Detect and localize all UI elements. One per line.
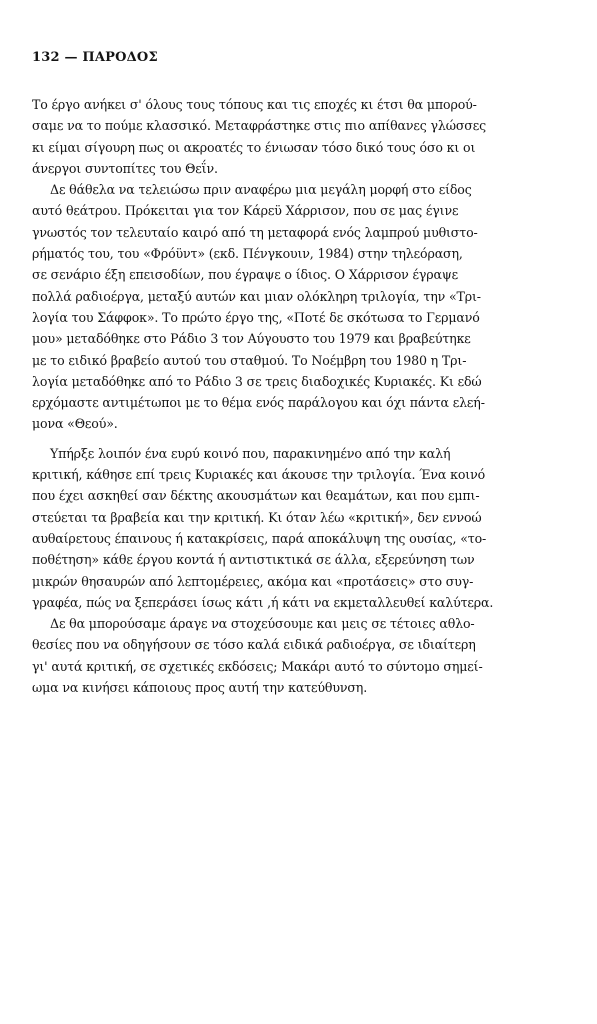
text-line: Δε θα μπορούσαμε άραγε να στοχεύσουμε και μεις σε τέτοιες αθλο- — [50, 616, 475, 632]
text-line: Το έργο ανήκει σ' όλους τους τόπους και τις εποχές κι έτσι θα μπορού- — [32, 97, 477, 112]
text-line: Υπήρξε λοιπόν ένα ευρύ κοινό που, παρακινημένο από την καλή — [50, 445, 451, 461]
text-line: λογία μεταδόθηκε από το Ράδιο 3 σε τρεις διαδοχικές Κυριακές. Κι εδώ — [32, 373, 482, 389]
text-line: Δε θάθελα να τελειώσω πριν αναφέρω μια μεγάλη μορφή στο είδος — [50, 182, 472, 198]
text-line: κριτική, κάθησε επί τρεις Κυριακές και άκουσε την τριλογία. Ένα κοινό — [32, 467, 486, 483]
text-line: θεσίες που να οδηγήσουν σε τόσο καλά ειδικά ραδιοέργα, σε ιδιαίτερη — [32, 637, 476, 653]
text-line: γι' αυτά κριτική, σε σχετικές εκδόσεις; Μακάρι αυτό το σύντομο σημεί- — [32, 658, 483, 674]
text-line: αυθαίρετους έπαινους ή κατακρίσεις, παρά αποκάλυψη της ουσίας, «το- — [32, 530, 487, 546]
text-line: ερχόμαστε αντιμέτωποι με το θέμα ενός παράλογου και όχι πάντα ελεή- — [32, 395, 485, 411]
text-line: άνεργοι συντοπίτες του Θεΐν. — [32, 160, 218, 176]
text-line: ρήματός του, του «Φρόϋντ» (εκδ. Πένγκουιν, 1984) στην τηλεόραση, — [32, 246, 463, 262]
paragraph-1 — [32, 94, 572, 179]
text-body — [32, 94, 572, 698]
text-line: λογία του Σάφφοκ». Το πρώτο έργο της, «Ποτέ δε σκότωσα το Γερμανό — [32, 309, 480, 325]
text-line: που έχει ασκηθεί σαν δέκτης ακουσμάτων και θεαμάτων, και που εμπι- — [32, 488, 480, 504]
text-line: πολλά ραδιοέργα, μεταξύ αυτών και μιαν ολόκληρη τριλογία, την «Τρι- — [32, 288, 481, 304]
text-line: αυτό θεάτρου. Πρόκειται για τον Κάρεϋ Χάρρισον, που σε μας έγινε — [32, 203, 459, 219]
text-line: γραφέα, πώς να ξεπεράσει ίσως κάτι ,ή κάτι να εκμεταλλευθεί καλύτερα. — [32, 594, 494, 610]
paragraph-3 — [32, 443, 572, 613]
text-line: μου» μεταδόθηκε στο Ράδιο 3 τον Αύγουστο του 1979 και βραβεύτηκε — [32, 331, 471, 347]
text-line: μονα «Θεού». — [32, 416, 118, 432]
paragraph-4 — [32, 613, 572, 698]
text-line: σε σενάριο έξη επεισοδίων, που έγραψε ο ίδιος. Ο Χάρρισον έγραψε — [32, 267, 458, 283]
paragraph-2 — [32, 179, 572, 435]
paragraph-gap — [32, 435, 572, 443]
text-line: κι είμαι σίγουρη πως οι ακροατές το ένιωσαν τόσο δικό τους όσο κι οι — [32, 139, 476, 155]
text-line: μικρών θησαυρών από λεπτομέρειες, ακόμα και «προτάσεις» στο συγ- — [32, 573, 474, 589]
text-line: σαμε να το πούμε κλασσικό. Μεταφράστηκε στις πιο απίθανες γλώσσες — [32, 118, 487, 134]
text-line: με το ειδικό βραβείο αυτού του σταθμού. Το Νοέμβρη του 1980 η Τρι- — [32, 352, 467, 368]
text-line: στεύεται τα βραβεία και την κριτική. Κι όταν λέω «κριτική», δεν εννοώ — [32, 509, 482, 525]
running-head: 132 — ΠΑΡΟΔΟΣ — [32, 50, 158, 65]
text-line: ποθέτηση» κάθε έργου κοντά ή αντιστικτικά σε άλλα, εξερεύνηση των — [32, 552, 475, 568]
text-line: ωμα να κινήσει κάποιους προς αυτή την κατεύθυνση. — [32, 680, 368, 696]
text-line: γνωστός τον τελευταίο καιρό από τη μεταφορά ενός λαμπρού μυθιστο- — [32, 224, 478, 240]
